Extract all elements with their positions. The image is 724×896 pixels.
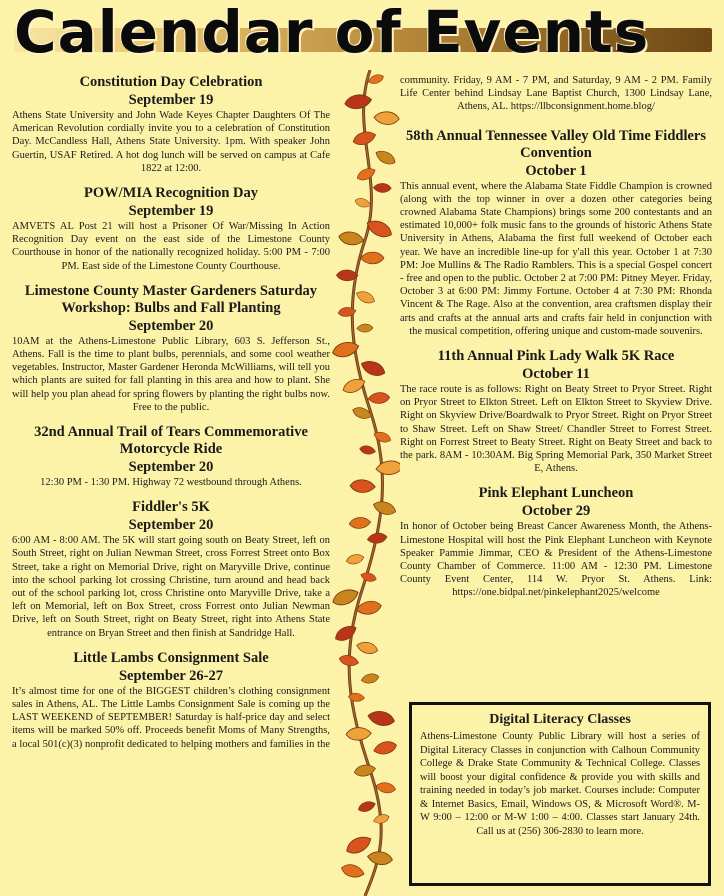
leaf-icon	[346, 727, 372, 741]
leaf-icon	[359, 445, 376, 456]
banner	[0, 0, 724, 72]
leaf-icon	[338, 654, 360, 668]
event-trail-of-tears	[12, 424, 330, 489]
leaf-icon	[372, 499, 398, 517]
leaf-icon	[372, 813, 390, 825]
event-date: September 19	[128, 92, 214, 108]
leaf-icon	[373, 183, 391, 193]
leaf-icon	[372, 739, 398, 756]
leaf-icon	[340, 862, 366, 879]
event-description: 10AM at the Athens-Limestone Public Library, 603 S. Jefferson St., Athens. Fall is the time to plant bulbs, perennials, and some cool weather vegetables. Instructor, Master Gardener Heronda McWilliams, will tell you which plants are suited for fall planting in this area and how to plant. She will help you plan ahead for spring flowers by planting the right bulbs now. Free to the public.	[12, 335, 330, 413]
event-description: AMVETS AL Post 21 will host a Prisoner Of War/Missing In Action Recognition Day event on the east side of the Limestone County Courthouse in honor of the nationally recognized holiday. 5:00 PM - 7:00 PM. East side of the Limestone County Courthouse.	[12, 221, 330, 272]
leaf-icon	[373, 148, 397, 168]
leaf-icon	[354, 197, 372, 209]
event-description: Athens State University and John Wade Keyes Chapter Daughters Of The American Revolution cordially invite you to a celebration of Constitution Day. McCandless Hall, Athens State University. 1pm. With speaker John Guertin, USAF Retired. A hot dog lunch will be served on campus at Cafe 1822 at 12:00.	[12, 110, 330, 174]
leaf-icon	[351, 129, 377, 147]
box-title: Digital Literacy Classes	[489, 712, 631, 727]
event-title: Limestone County Master Gardeners Saturday Workshop: Bulbs and Fall Planting	[24, 282, 318, 316]
event-description: It’s almost time for one of the BIGGEST children’s clothing consignment sales in Athens, AL. The Little Lambs Consignment Sale is coming up the LAST WEEKEND of SEPTEMBER! Saturday is half-price day and select items will be marked 50% off. Proceeds benefit Moms of Many Strengths, a local 501(c)(3) nonprofit dedicated to helping mothers and families in the	[12, 685, 330, 750]
event-description: In honor of October being Breast Cancer Awareness Month, the Athens-Limestone Hospital will host the Pink Elephant Luncheon with Keynote Speaker Pammie Jimmar, CEO & President of the Athens-Limestone County Chamber of Commerce. 11:00 AM - 12:30 PM. Limestone County Event Center, 114 W. Pryor St. Athens. Link: https://one.bidpal.net/pinkelephant2025/welcome	[400, 521, 712, 599]
leaf-icon	[367, 709, 396, 728]
event-fiddlers-5k	[12, 499, 330, 640]
event-date: September 20	[128, 459, 214, 476]
event-title: Constitution Day Celebration	[79, 74, 263, 90]
event-date: October 11	[522, 366, 590, 383]
event-title: POW/MIA Recognition Day	[84, 185, 258, 202]
leaf-icon	[345, 553, 365, 566]
leaf-icon	[375, 460, 400, 476]
event-title: Fiddler's 5K	[132, 499, 210, 516]
leaf-icon	[360, 571, 378, 583]
event-pow-mia	[12, 185, 330, 273]
leaf-icon	[367, 532, 388, 545]
event-description: The race route is as follows: Right on Beaty Street to Pryor Street. Right on Pryor Street to Elkton Street. Left on Elkton Street to Skyview Drive. Right on Skyview Drive/Boardwalk to Pryor Street. Right on Pryor Street to Shaw Street. Left on Shaw Street/ Chandler Street to Forrest Street. Right on Forrest Street to Beaty Street. Right on Beaty Street and back to the park. 8AM - 10:30AM. Big Spring Memorial Park, 350 Market Street E, Athens.	[400, 384, 712, 475]
leaf-icon	[349, 517, 371, 530]
leaf-icon	[361, 252, 384, 264]
leaf-icon	[360, 672, 379, 685]
leaf-icon	[367, 850, 394, 866]
leaf-icon	[354, 289, 376, 306]
autumn-leaf-vine-icon	[330, 70, 400, 896]
event-description: This annual event, where the Alabama State Fiddle Champion is crowned (along with the top winner in over a dozen other categories being crowned Alabama State Champions) brings some 200 contestants and an estimated 10,000+ folk music fans to the grounds of historic Athens State University in Athens, Alabama the first full weekend of October each year. We have an incredible line-up for y'all this year. October 1 at 7:30 PM: Joe Mullins & The Radio Ramblers. This is a special Gospel concert - free and open to the public. October 2 at 7:00 PM: Pitney Meyer. Friday, October 3 at 6:00 PM: Jimmy Fortune. October 4 at 7:30 PM: Rhonda Vincent & The Rage. Also at the convention, area craftsmen display their arts and crafts at the annual arts and crafts fair held in conjunction with the musical competition, offering unique and custom-made souvenirs.	[400, 180, 712, 337]
event-description: 6:00 AM - 8:00 AM. The 5K will start going south on Beaty Street, left on South Street, right on Julian Newman Street, cross Forrest Street onto Box Street, take a right on Memorial Drive, right on Maryville Drive, continue into the school parking lot crossing Christine, turn around and head back out of the school parking lot, cross Christine onto Maryville Drive, take a left on Memorial, left on Box Street, cross Forrest onto Julian Newman Drive, left on South Street, right on Beaty Street, right into Athens State entrance on Bryan Street and then finish at Sandridge Hall.	[12, 535, 330, 639]
leaf-icon	[374, 111, 400, 125]
event-date: October 29	[521, 503, 591, 520]
left-column	[12, 74, 330, 761]
leaf-icon	[338, 230, 365, 246]
event-title: 58th Annual Tennessee Valley Old Time Fiddlers Convention	[405, 127, 706, 161]
leaf-icon	[375, 781, 396, 794]
event-pink-lady-walk	[400, 348, 712, 475]
leaf-icon	[357, 324, 373, 333]
event-master-gardeners	[12, 283, 330, 414]
leaf-icon	[368, 392, 390, 404]
event-little-lambs	[12, 650, 330, 751]
event-date: September 20	[128, 317, 214, 334]
leaf-icon	[333, 622, 359, 644]
leaf-icon	[359, 358, 387, 379]
page-title: Calendar of Events	[14, 0, 650, 66]
leaf-icon	[355, 640, 379, 656]
event-description: community. Friday, 9 AM - 7 PM, and Saturday, 9 AM - 2 PM. Family Life Center behind Lindsay Lane Baptist Church, 1300 Lindsay Lane, Athens, AL. https://llbconsignment.home.blog/	[400, 75, 712, 113]
event-date: September 20	[128, 517, 214, 534]
event-description: 12:30 PM - 1:30 PM. Highway 72 westbound through Athens.	[40, 477, 302, 489]
event-fiddlers-convention	[400, 128, 712, 338]
leaf-icon	[344, 833, 374, 857]
event-continuation	[400, 74, 712, 114]
event-date: September 19	[128, 203, 214, 220]
event-title: Little Lambs Consignment Sale	[73, 649, 269, 666]
right-column	[400, 74, 712, 610]
leaf-icon	[350, 479, 376, 493]
leaf-icon	[355, 166, 377, 183]
event-title: 11th Annual Pink Lady Walk 5K Race	[437, 348, 675, 365]
event-constitution-day	[12, 74, 330, 175]
box-description: Athens-Limestone County Public Library will host a series of Digital Literacy Classes in conjunction with Calhoun Community College & Drake State Community & Technical College. Classes will boost your digital confidence & provide you with skills and training needed in today’s job market. Courses include: Computer & Internet Basics, Email, Windows OS, & Microsoft Word®. M-W 9:00 – 12:00 or M-W 1:00 – 4:00. Classes start January 24th. Call us at (256) 306-2830 to learn more.	[420, 731, 700, 837]
event-date: September 26-27	[118, 667, 224, 684]
event-pink-elephant	[400, 485, 712, 599]
leaf-icon	[357, 799, 377, 813]
event-title: 32nd Annual Trail of Tears Commemorative Motorcycle Ride	[34, 424, 308, 458]
event-date: October 1	[525, 162, 587, 179]
digital-literacy-box	[409, 702, 711, 886]
event-title: Pink Elephant Luncheon	[478, 485, 634, 502]
leaf-icon	[344, 93, 373, 111]
